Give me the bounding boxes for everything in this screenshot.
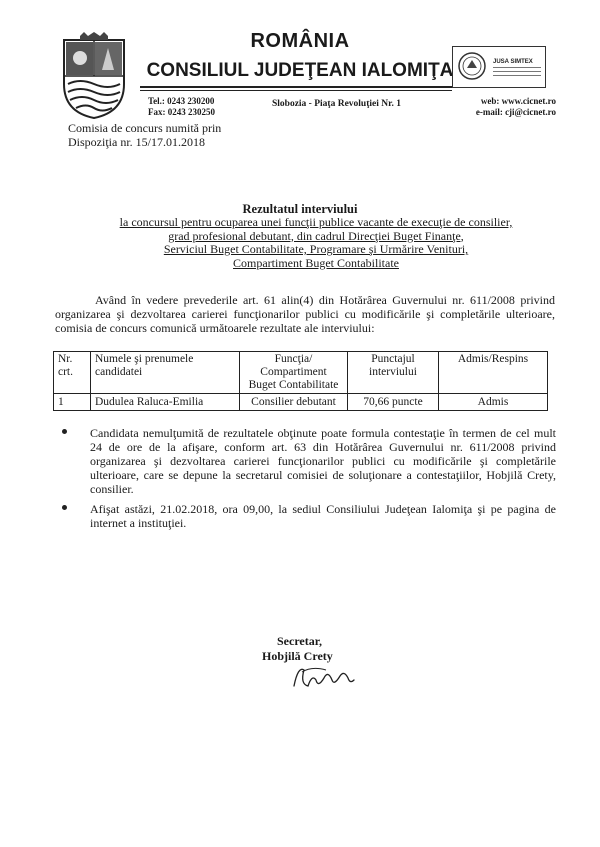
certification-seal-icon <box>457 51 487 81</box>
table-row <box>54 394 548 411</box>
fax-number: Fax: 0243 230250 <box>148 107 215 117</box>
committee-reference <box>68 121 221 149</box>
intro-paragraph: Având în vedere prevederile art. 61 alin(4) din Hotărârea Guvernului nr. 611/2008 privind organizarea şi dezvoltarea carierei funcţionarilor publici cu modificările şi completările ulterioare, comisia de concurs comunică următoarele rezultate ale interviului: <box>55 293 555 335</box>
note-text: Afişat astăzi, 21.02.2018, ora 09,00, la sediul Consiliului Judeţean Ialomiţa şi pe pagina de internet a instituţiei. <box>90 502 556 530</box>
header-name: Numele şi prenumele candidatei <box>91 352 240 394</box>
header-nr: Nr. crt. <box>54 352 91 394</box>
header-role: Funcţia/ Compartiment Buget Contabilitate <box>240 352 348 394</box>
cell-result: Admis <box>439 394 548 411</box>
county-coat-of-arms-icon <box>60 32 128 120</box>
cell-nr: 1 <box>54 394 91 411</box>
website: web: www.cicnet.ro <box>480 96 556 106</box>
subtitle-line: grad profesional debutant, din cadrul Direcţiei Buget Finanţe, <box>168 228 464 243</box>
results-table <box>53 351 548 411</box>
signatory-role: Secretar, <box>277 634 322 648</box>
document-title: Rezultatul interviului <box>242 202 358 216</box>
cell-score: 70,66 puncte <box>348 394 439 411</box>
header-score: Punctajul interviului <box>348 352 439 394</box>
list-item <box>90 426 556 496</box>
subtitle-line: Compartiment Buget Contabilitate <box>233 255 399 270</box>
country-title: ROMÂNIA <box>250 30 350 52</box>
email: e-mail: cji@cicnet.ro <box>475 107 556 117</box>
certification-fineprint <box>493 67 541 79</box>
address: Slobozia - Piaţa Revoluţiei Nr. 1 <box>272 99 401 109</box>
note-text: Candidata nemulţumită de rezultatele obţinute poate formula contestaţie în termen de cel mult 24 de ore de la afişare, conform art. 63 din Hotărârea Guvernului nr. 611/2008 privind organizarea şi dezvoltarea carierei funcţionarilor publici cu modificările şi completările ulterioare, care se depune la secretarul comisiei de soluţionare a contestaţiilor, Hobjilă Crety, consilier. <box>90 426 556 496</box>
committee-disposition: Dispoziţia nr. 15/17.01.2018 <box>68 135 205 149</box>
handwritten-signature-icon <box>288 660 358 694</box>
header-rule-thin <box>140 90 452 91</box>
header-rule <box>140 86 452 88</box>
list-item <box>90 502 556 530</box>
certification-badge <box>452 46 546 88</box>
contact-phone <box>148 96 215 118</box>
document-subtitle <box>96 216 536 270</box>
subtitle-line: Serviciul Buget Contabilitate, Programare şi Urmărire Venituri, <box>163 242 469 256</box>
phone-number: Tel.: 0243 230200 <box>148 96 215 106</box>
header-result: Admis/Respins <box>439 352 548 394</box>
certification-brand: JUSA SIMTEX <box>493 59 533 65</box>
contact-web <box>430 96 556 118</box>
cell-role: Consilier debutant <box>240 394 348 411</box>
bullet-icon <box>62 505 67 510</box>
signatory-name: Hobjilă Crety <box>262 649 333 663</box>
bullet-icon <box>62 429 67 434</box>
institution-title: CONSILIUL JUDEŢEAN IALOMIŢA <box>146 60 454 81</box>
committee-line: Comisia de concurs numită prin <box>68 121 222 135</box>
cell-name: Dudulea Raluca-Emilia <box>91 394 240 411</box>
notes-list <box>90 426 556 536</box>
subtitle-line: la concursul pentru ocuparea unei funcţii publice vacante de execuţie de consilier, <box>119 215 513 229</box>
table-header-row <box>54 352 548 394</box>
